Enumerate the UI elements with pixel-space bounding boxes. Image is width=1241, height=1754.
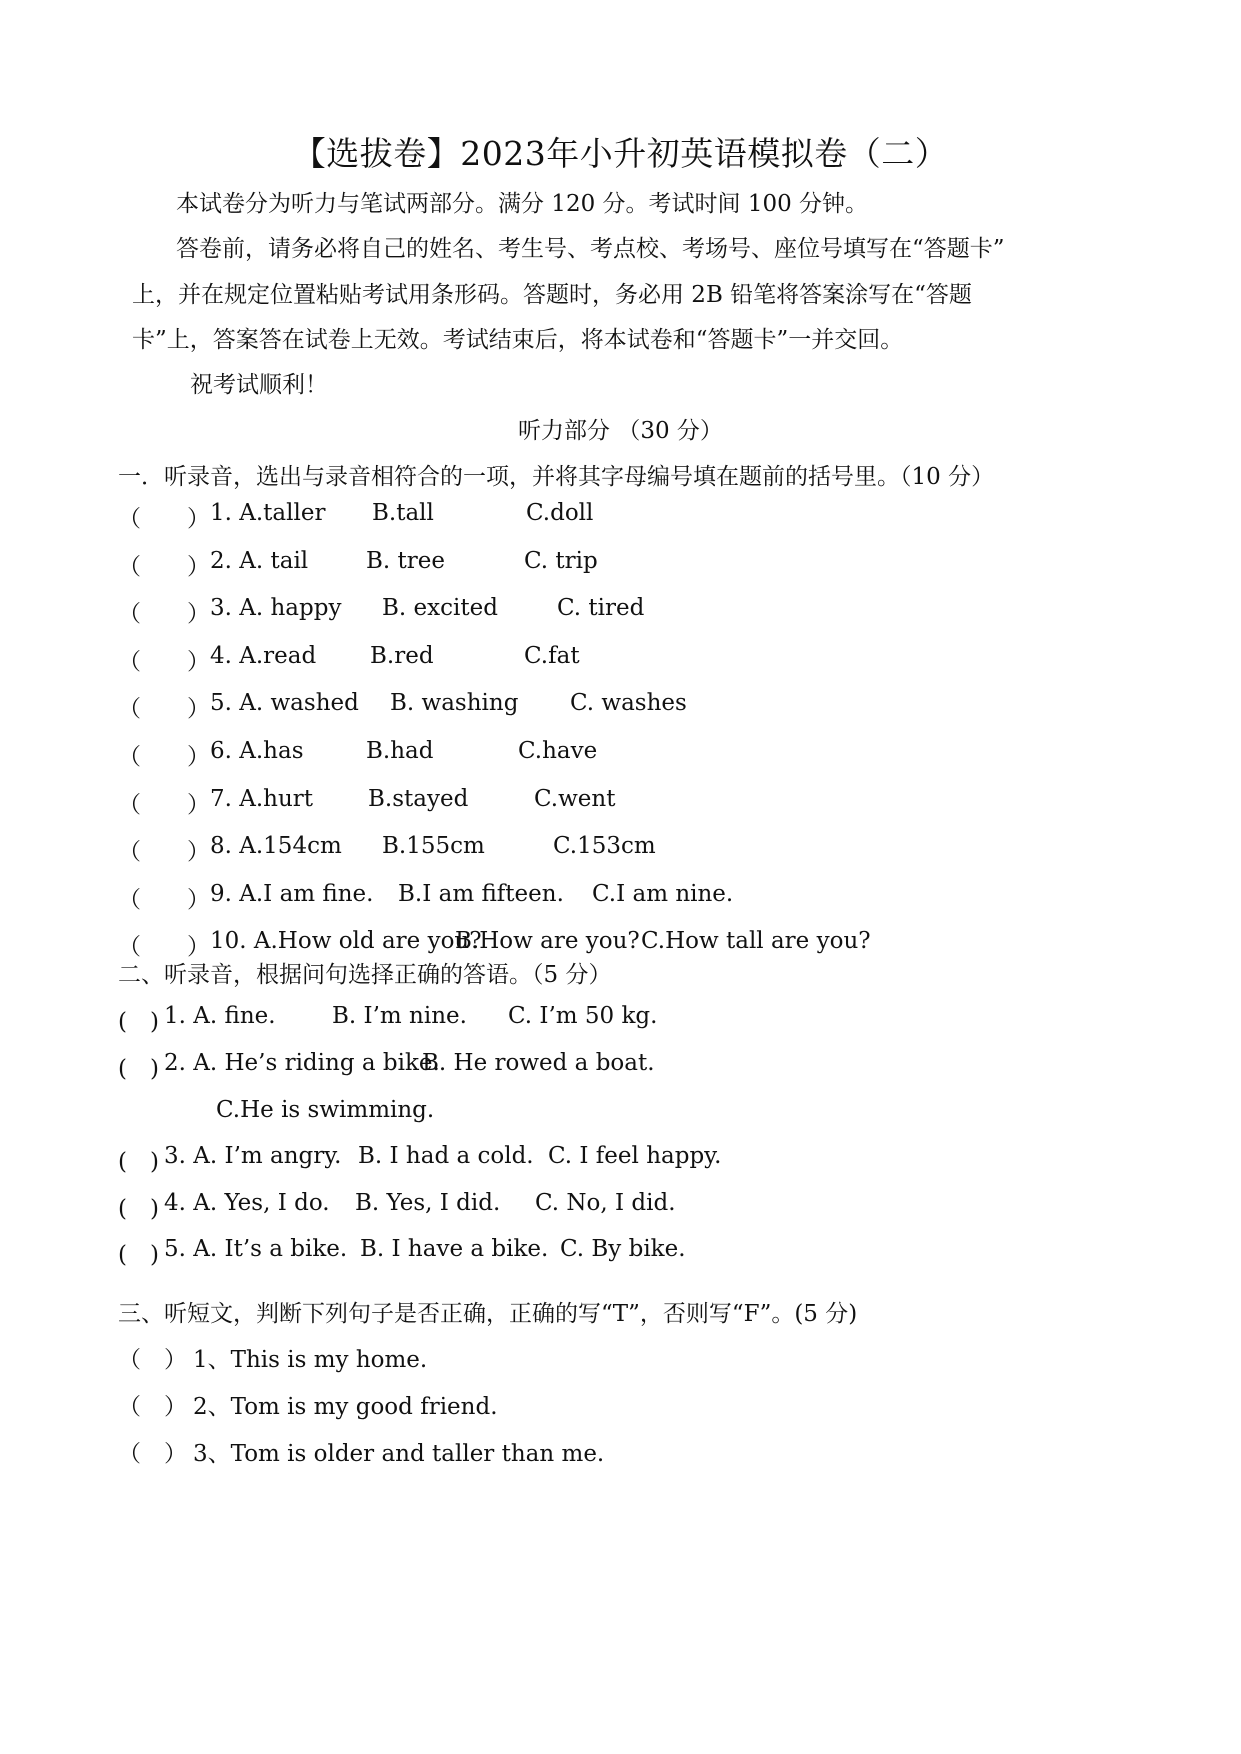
option-a: 4. A.read — [210, 642, 317, 669]
option-b: B. excited — [382, 595, 498, 622]
instruction-line-1: 本试卷分为听力与笔试两部分。满分 120 分。考试时间 100 分钟。 — [176, 191, 869, 217]
statement: 1、This is my home. — [193, 1347, 428, 1373]
option-a: 1. A. fine. — [164, 1003, 276, 1029]
section2-heading: 二、听录音，根据问句选择正确的答语。（5 分） — [118, 962, 612, 988]
option-a: 6. A.has — [210, 738, 304, 764]
option-c: C.went — [534, 785, 616, 812]
instruction-line-4: 卡”上，答案答在试卷上无效。考试结束后，将本试卷和“答题卡”一并交回。 — [132, 327, 904, 353]
answer-bracket[interactable]: ( ) — [118, 1242, 159, 1268]
instruction-line-2: 答卷前，请务必将自己的姓名、考生号、考点校、考场号、座位号填写在“答题卡” — [176, 236, 1005, 262]
option-a: 8. A.154cm — [210, 833, 342, 860]
statement: 2、Tom is my good friend. — [193, 1394, 498, 1420]
answer-bracket[interactable]: （ ） — [118, 506, 210, 532]
option-c: C.have — [518, 738, 598, 764]
option-c: C.He is swimming. — [216, 1097, 435, 1123]
answer-bracket[interactable]: （ ） — [118, 553, 210, 580]
option-a: 5. A. It’s a bike. — [164, 1236, 348, 1262]
answer-bracket[interactable]: ( ) — [118, 1056, 159, 1082]
option-b: B.red — [370, 642, 434, 669]
answer-bracket[interactable]: （ ） — [118, 934, 210, 961]
answer-bracket[interactable]: ( ) — [118, 1149, 159, 1175]
answer-bracket[interactable]: （ ） — [118, 1347, 187, 1373]
option-a: 10. A.How old are you? — [210, 928, 482, 955]
option-a: 9. A.I am fine. — [210, 880, 374, 907]
option-c: C.I am nine. — [592, 880, 734, 907]
option-a: 3. A. I’m angry. — [164, 1143, 342, 1169]
answer-bracket[interactable]: （ ） — [118, 744, 210, 770]
answer-bracket[interactable]: （ ） — [118, 601, 210, 628]
option-b: B.155cm — [382, 833, 485, 860]
option-b: B. Yes, I did. — [355, 1190, 501, 1216]
option-c: C. tired — [557, 595, 645, 622]
answer-bracket[interactable]: （ ） — [118, 1394, 187, 1420]
statement: 3、Tom is older and taller than me. — [193, 1441, 605, 1467]
answer-bracket[interactable]: （ ） — [118, 886, 210, 913]
answer-bracket[interactable]: ( ) — [118, 1196, 159, 1222]
answer-bracket[interactable]: ( ) — [118, 1009, 159, 1035]
option-c: C.fat — [524, 642, 580, 669]
option-b: B.stayed — [368, 785, 469, 812]
option-b: B. I have a bike. — [360, 1236, 549, 1262]
instruction-line-3: 上，并在规定位置粘贴考试用条形码。答题时，务必用 2B 铅笔将答案涂写在“答题 — [132, 282, 972, 308]
option-b: B.had — [366, 738, 434, 764]
option-b: B.I am fifteen. — [398, 880, 564, 907]
option-c: C. I feel happy. — [548, 1143, 722, 1169]
answer-bracket[interactable]: （ ） — [118, 1441, 187, 1467]
option-c: C. I’m 50 kg. — [508, 1003, 658, 1029]
option-a: 4. A. Yes, I do. — [164, 1190, 330, 1216]
answer-bracket[interactable]: （ ） — [118, 839, 210, 866]
option-a: 1. A.taller — [210, 500, 326, 526]
option-a: 2. A. He’s riding a bike. — [164, 1050, 440, 1076]
answer-bracket[interactable]: （ ） — [118, 696, 210, 723]
section3-heading: 三、听短文，判断下列句子是否正确，正确的写“T”，否则写“F”。(5 分) — [118, 1301, 858, 1327]
option-c: C. No, I did. — [535, 1190, 676, 1216]
section1-heading: 一．听录音，选出与录音相符合的一项，并将其字母编号填在题前的括号里。（10 分） — [118, 464, 995, 490]
option-b: B. He rowed a boat. — [422, 1050, 655, 1076]
option-b: B.tall — [372, 500, 434, 526]
option-c: C. trip — [524, 547, 598, 574]
option-a: 5. A. washed — [210, 690, 359, 717]
instruction-wish: 祝考试顺利！ — [190, 372, 328, 398]
option-c: C.doll — [526, 500, 594, 526]
option-b: B. I’m nine. — [332, 1003, 467, 1029]
option-b: B. washing — [390, 690, 519, 717]
option-b: B.How are you? — [455, 928, 640, 955]
option-b: B. I had a cold. — [358, 1143, 534, 1169]
option-a: 2. A. tail — [210, 547, 309, 574]
answer-bracket[interactable]: （ ） — [118, 791, 210, 818]
option-c: C. washes — [570, 690, 687, 717]
option-b: B. tree — [366, 547, 445, 574]
option-a: 3. A. happy — [210, 595, 342, 622]
option-c: C. By bike. — [560, 1236, 686, 1262]
option-a: 7. A.hurt — [210, 785, 314, 812]
option-c: C.How tall are you? — [641, 928, 871, 955]
page-title: 【选拔卷】2023年小升初英语模拟卷（二） — [292, 134, 949, 173]
listening-part-title: 听力部分 （30 分） — [518, 418, 723, 444]
option-c: C.153cm — [553, 833, 656, 860]
answer-bracket[interactable]: （ ） — [118, 648, 210, 675]
